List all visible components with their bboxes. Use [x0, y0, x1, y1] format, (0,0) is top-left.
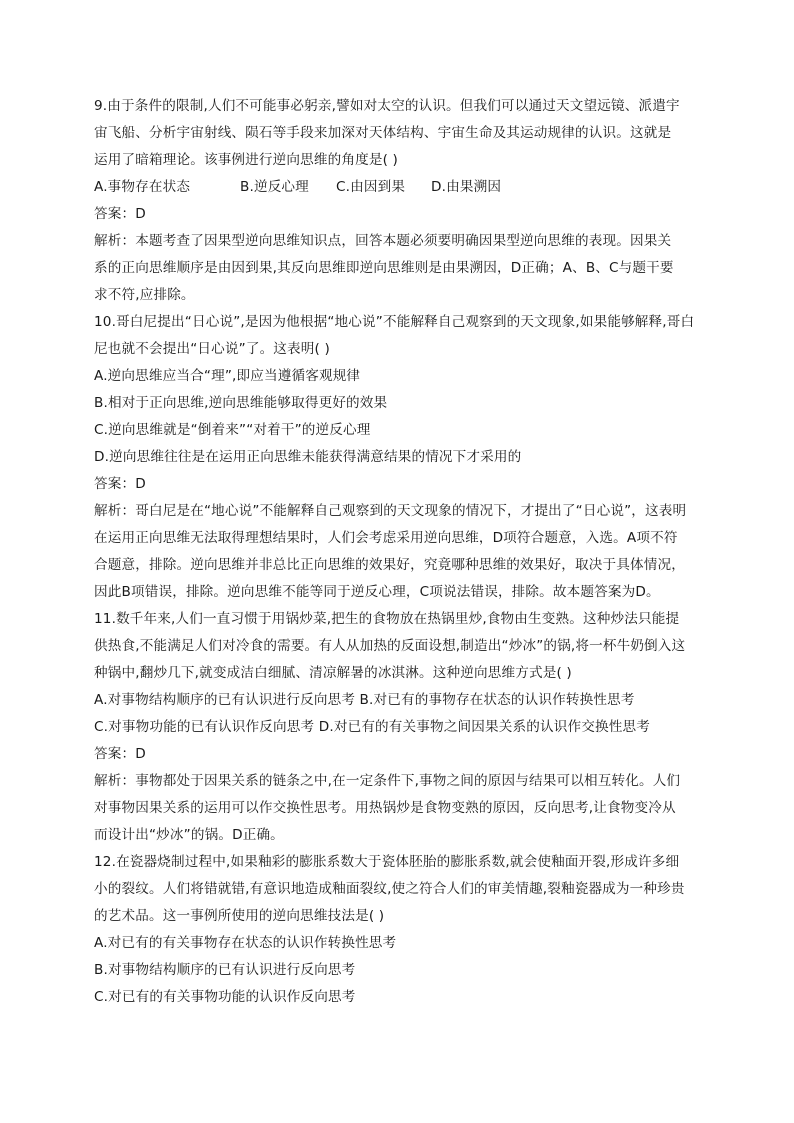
- question-stem-line: 的艺术品。这一事例所使用的逆向思维技法是( ): [94, 908, 385, 924]
- question-stem-line: 12.在瓷器烧制过程中,如果釉彩的膨胀系数大于瓷体胚胎的膨胀系数,就会使釉面开裂,形成许多细: [94, 854, 680, 870]
- question-12: [94, 849, 698, 1011]
- option-d: D.逆向思维往往是在运用正向思维未能获得满意结果的情况下才采用的: [94, 449, 522, 465]
- option-b: B.对事物结构顺序的已有认识进行反向思考: [94, 962, 356, 978]
- answer-line: 答案：D: [94, 476, 146, 492]
- options-cd: C.对事物功能的已有认识作反向思考 D.对已有的有关事物之间因果关系的认识作交换性思考: [94, 719, 650, 735]
- answer-line: 答案：D: [94, 206, 146, 222]
- option-a: A.对已有的有关事物存在状态的认识作转换性思考: [94, 935, 397, 951]
- option-b: B.逆反心理: [240, 179, 309, 195]
- analysis-line: 对事物因果关系的运用可以作交换性思考。用热锅炒是食物变熟的原因，反向思考,让食物变冷从: [94, 800, 676, 816]
- option-c: C.对已有的有关事物功能的认识作反向思考: [94, 989, 356, 1005]
- analysis-line: 在运用正向思维无法取得理想结果时，人们会考虑采用逆向思维，D项符合题意，入选。A项不符: [94, 530, 678, 546]
- question-stem-line: 10.哥白尼提出“日心说”,是因为他根据“地心说”不能解释自己观察到的天文现象,如果能够解释,哥白: [94, 314, 695, 330]
- option-a: A.事物存在状态: [94, 179, 191, 195]
- analysis-line: 解析：事物都处于因果关系的链条之中,在一定条件下,事物之间的原因与结果可以相互转化。人们: [94, 773, 681, 789]
- analysis-line: 解析：哥白尼是在“地心说”不能解释自己观察到的天文现象的情况下，才提出了“日心说”，这表明: [94, 503, 687, 519]
- options-ab: A.对事物结构顺序的已有认识进行反向思考 B.对已有的事物存在状态的认识作转换性思考: [94, 692, 635, 708]
- option-c: C.逆向思维就是“倒着来”“对着干”的逆反心理: [94, 422, 371, 438]
- analysis-line: 合题意，排除。逆向思维并非总比正向思维的效果好，究竟哪种思维的效果好，取决于具体情况，: [94, 557, 685, 573]
- option-d: D.由果溯因: [431, 179, 502, 195]
- analysis-line: 因此B项错误，排除。逆向思维不能等同于逆反心理，C项说法错误，排除。故本题答案为D。: [94, 584, 660, 600]
- question-stem-line: 尼也就不会提出“日心说”了。这表明( ): [94, 341, 330, 357]
- question-10: [94, 309, 698, 606]
- question-9: [94, 93, 698, 309]
- question-stem-line: 供热食,不能满足人们对冷食的需要。有人从加热的反面设想,制造出“炒冰”的锅,将一杯牛奶倒入这: [94, 638, 686, 654]
- analysis-line: 求不符,应排除。: [94, 287, 195, 303]
- answer-line: 答案：D: [94, 746, 146, 762]
- options-row: [94, 174, 698, 201]
- question-stem-line: 宙飞船、分析宇宙射线、陨石等手段来加深对天体结构、宇宙生命及其运动规律的认识。这就是: [94, 125, 672, 141]
- option-c: C.由因到果: [336, 179, 406, 195]
- analysis-line: 解析：本题考查了因果型逆向思维知识点，回答本题必须要明确因果型逆向思维的表现。因果关: [94, 233, 672, 249]
- option-b: B.相对于正向思维,逆向思维能够取得更好的效果: [94, 395, 388, 411]
- analysis-line: 而设计出“炒冰”的锅。D正确。: [94, 827, 284, 843]
- analysis-line: 系的正向思维顺序是由因到果,其反向思维即逆向思维则是由果溯因，D正确；A、B、C与题干要: [94, 260, 674, 276]
- question-11: [94, 606, 698, 849]
- question-stem-line: 11.数千年来,人们一直习惯于用锅炒菜,把生的食物放在热锅里炒,食物由生变熟。这种炒法只能提: [94, 611, 680, 627]
- question-stem-line: 运用了暗箱理论。该事例进行逆向思维的角度是( ): [94, 152, 398, 168]
- question-stem-line: 种锅中,翻炒几下,就变成洁白细腻、清凉解暑的冰淇淋。这种逆向思维方式是( ): [94, 665, 572, 681]
- question-stem-line: 小的裂纹。人们将错就错,有意识地造成釉面裂纹,使之符合人们的审美情趣,裂釉瓷器成为一种珍贵: [94, 881, 685, 897]
- option-a: A.逆向思维应当合“理”,即应当遵循客观规律: [94, 368, 361, 384]
- question-stem-line: 9.由于条件的限制,人们不可能事必躬亲,譬如对太空的认识。但我们可以通过天文望远镜、派遣宇: [94, 98, 680, 114]
